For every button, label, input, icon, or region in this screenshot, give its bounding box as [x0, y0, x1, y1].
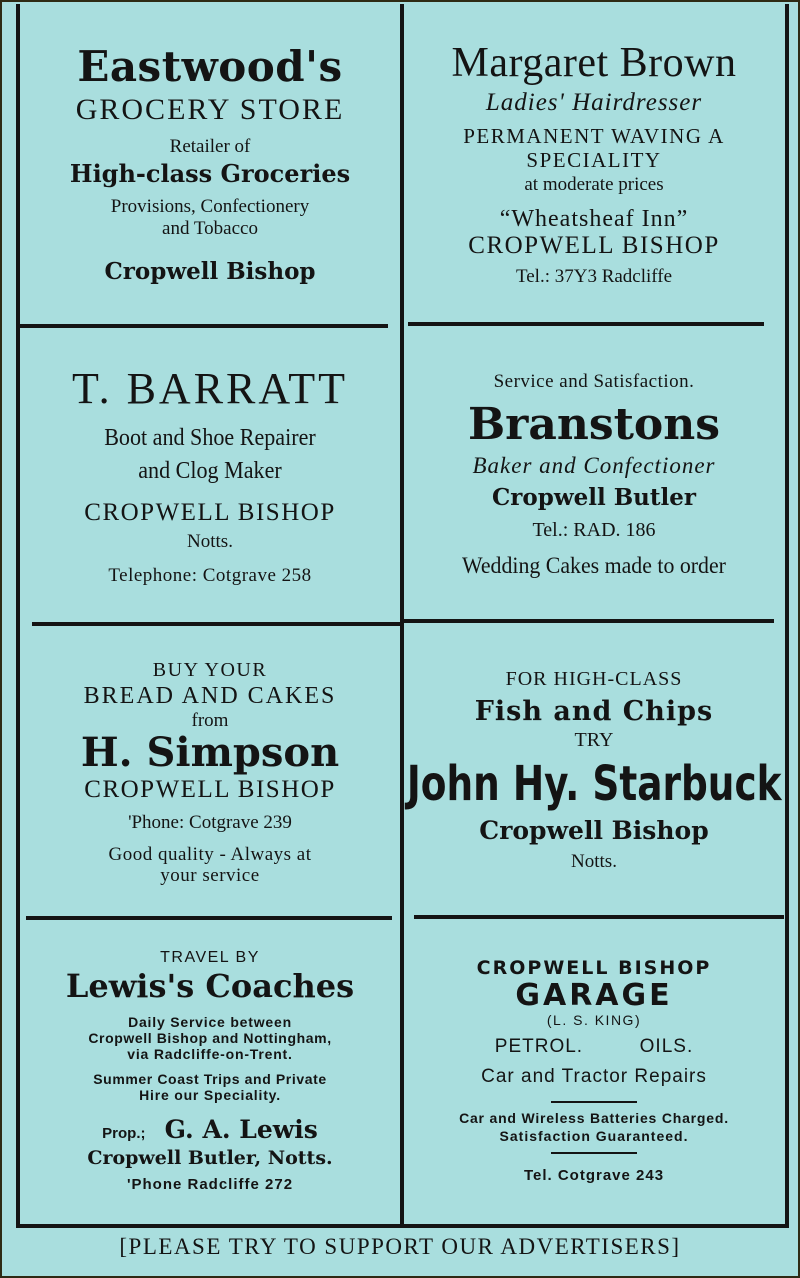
- ad-location: CROPWELL BISHOP: [468, 232, 720, 260]
- rule-row3-right: [414, 915, 784, 919]
- ad-text: from: [191, 710, 229, 732]
- ad-location: Cropwell Bishop: [479, 816, 709, 846]
- ad-proprietor: G. A. Lewis: [164, 1114, 318, 1144]
- ad-text: High-class Groceries: [69, 159, 351, 189]
- ad-phone: Telephone: Cotgrave 258: [108, 564, 312, 586]
- short-rule: [551, 1152, 637, 1154]
- ad-phone: Tel.: 37Y3 Radcliffe: [515, 266, 673, 288]
- ad-text: BUY YOUR: [152, 658, 268, 681]
- ad-text: Cropwell Bishop and Nottingham,: [88, 1029, 332, 1046]
- ad-trade: Ladies' Hairdresser: [485, 89, 703, 117]
- ad-starbuck: [404, 628, 784, 913]
- ad-proprietor-line: [102, 1116, 318, 1144]
- ad-text: at moderate prices: [524, 174, 664, 196]
- ad-phone: Tel.: RAD. 186: [532, 518, 656, 541]
- ad-location: Cropwell Butler: [491, 484, 697, 512]
- ad-title: T. BARRATT: [71, 364, 349, 414]
- ad-text: Fish and Chips: [474, 695, 714, 727]
- ad-barratt: [20, 330, 400, 620]
- ad-text: Daily Service between: [128, 1014, 292, 1031]
- ad-text: Satisfaction Guaranteed.: [499, 1127, 689, 1144]
- ad-title: John Hy. Starbuck: [406, 755, 782, 812]
- ad-county: Notts.: [571, 851, 617, 873]
- ad-title: Margaret Brown: [451, 40, 737, 87]
- ad-text: Car and Wireless Batteries Charged.: [459, 1109, 729, 1126]
- ad-trade: Baker and Confectioner: [472, 453, 716, 479]
- rule-row1-right: [408, 322, 764, 326]
- ad-simpson: [20, 630, 400, 915]
- ad-text: Good quality - Always at: [108, 843, 312, 865]
- ad-text: TRY: [574, 729, 614, 752]
- ad-text: FOR HIGH-CLASS: [505, 668, 683, 691]
- ad-products: [495, 1036, 693, 1057]
- ad-title: GARAGE: [515, 978, 673, 1014]
- ad-text: Hire our Speciality.: [139, 1086, 281, 1103]
- rule-bottom: [16, 1224, 789, 1228]
- ad-location: CROPWELL BISHOP: [84, 776, 336, 804]
- ad-lewis-coaches: [20, 924, 400, 1219]
- ad-title: Eastwood's: [77, 42, 343, 92]
- ad-text: PERMANENT WAVING A: [463, 124, 725, 149]
- rule-row2-left: [32, 622, 400, 626]
- ad-location: Cropwell Bishop: [104, 257, 316, 285]
- ad-tagline: Service and Satisfaction.: [493, 370, 695, 392]
- ad-venue: “Wheatsheaf Inn”: [499, 205, 689, 232]
- ad-owner: (L. S. KING): [546, 1011, 642, 1028]
- ad-branstons: [404, 330, 784, 620]
- ad-phone: 'Phone: Cotgrave 239: [128, 812, 292, 834]
- ad-note: Wedding Cakes made to order: [461, 553, 727, 579]
- short-rule: [551, 1101, 637, 1103]
- ad-margaret-brown: [404, 14, 784, 314]
- ad-text: Summer Coast Trips and Private: [93, 1071, 327, 1088]
- ad-county: Notts.: [187, 531, 233, 553]
- right-border: [785, 4, 789, 1226]
- ad-text: SPECIALITY: [526, 147, 662, 172]
- footer-appeal: [PLEASE TRY TO SUPPORT OUR ADVERTISERS]: [119, 1234, 681, 1259]
- ad-phone: Tel. Cotgrave 243: [523, 1167, 665, 1185]
- ad-garage: [404, 924, 784, 1219]
- ad-text: your service: [160, 864, 260, 886]
- rule-row1-left: [20, 324, 388, 328]
- ad-eastwoods: [20, 14, 400, 314]
- ad-text: Car and Tractor Repairs: [481, 1065, 707, 1087]
- ad-title: Lewis's Coaches: [65, 967, 355, 1006]
- ad-oils: OILS.: [639, 1036, 694, 1058]
- ad-location: CROPWELL BISHOP: [84, 499, 336, 527]
- ad-text: CROPWELL BISHOP: [476, 956, 712, 979]
- ad-title: Branstons: [467, 399, 721, 451]
- ad-prop-label: Prop.;: [102, 1124, 146, 1142]
- ad-title: H. Simpson: [80, 729, 340, 777]
- ad-text: and Tobacco: [162, 217, 258, 239]
- rule-row3-left: [26, 916, 392, 920]
- ad-subtitle: GROCERY STORE: [75, 92, 345, 126]
- ad-text: via Radcliffe-on-Trent.: [127, 1045, 293, 1062]
- ad-text: BREAD AND CAKES: [83, 683, 337, 710]
- ad-phone: 'Phone Radcliffe 272: [126, 1175, 294, 1193]
- ad-text: Provisions, Confectionery: [110, 196, 310, 218]
- ad-text: Retailer of: [169, 136, 251, 158]
- ad-petrol: PETROL.: [494, 1036, 584, 1058]
- ad-text: TRAVEL BY: [160, 949, 260, 967]
- ad-text: Boot and Shoe Repairer: [104, 425, 316, 452]
- ad-location: Cropwell Butler, Notts.: [87, 1146, 333, 1169]
- ad-text: and Clog Maker: [138, 458, 282, 485]
